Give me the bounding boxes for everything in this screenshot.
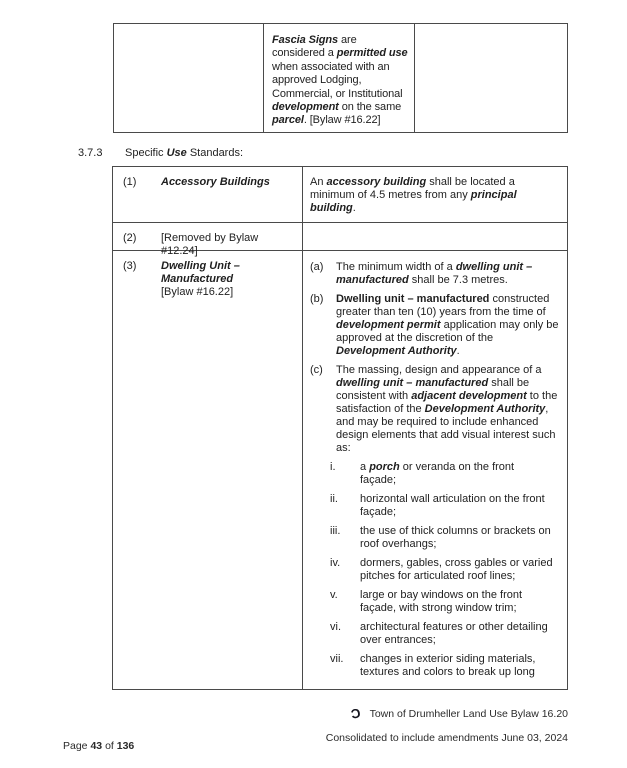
item-text: horizontal wall articulation on the front façade;	[360, 493, 545, 518]
footer-page-number	[63, 740, 134, 752]
section-heading	[78, 146, 243, 160]
row-body-cell	[303, 223, 567, 250]
item-marker: (b)	[310, 293, 324, 305]
table-cell-empty-right	[415, 24, 567, 132]
section-number: 3.7.3	[78, 147, 103, 159]
item-text: the use of thick columns or brackets on roof overhangs;	[360, 525, 551, 550]
drumheller-logo-icon: Ɔ	[349, 705, 362, 722]
item-text: a porch or veranda on the front façade;	[360, 461, 515, 486]
list-item-vi	[330, 621, 559, 647]
row-label-title: Dwelling Unit – Manufactured	[161, 260, 240, 285]
footer-doc-title: Town of Drumheller Land Use Bylaw 16.20	[369, 707, 568, 720]
footer-of-word: of	[105, 740, 114, 752]
row-body-text: An accessory building shall be located a minimum of 4.5 metres from any principal building.	[310, 176, 517, 214]
item-text: The massing, design and appearance of a dwelling unit – manufactured shall be consistent with adjacent development to the satisfaction of the Development Authority, and may be required to include enhanced design elements that add visual interest such as:	[336, 364, 558, 454]
table-row-accessory-buildings	[113, 167, 567, 223]
row-number: (3)	[123, 260, 137, 272]
row-label-cell	[113, 251, 303, 689]
item-text: The minimum width of a dwelling unit – manufactured shall be 7.3 metres.	[336, 261, 533, 286]
lettered-item-list	[310, 260, 559, 679]
item-text: large or bay windows on the front façade, with strong window trim;	[360, 589, 523, 614]
item-marker: ii.	[330, 493, 338, 505]
list-item-c	[310, 364, 559, 455]
footer-consolidation-note: Consolidated to include amendments June 03, 2024	[325, 732, 568, 744]
item-marker: (a)	[310, 261, 324, 273]
item-marker: vi.	[330, 621, 341, 633]
section-title: Specific Use Standards:	[125, 147, 244, 159]
fascia-signs-cell	[264, 24, 415, 132]
specific-use-standards-table	[112, 166, 568, 690]
row-label-bylaw-note: [Bylaw #16.22]	[161, 286, 234, 298]
row-label: Accessory Buildings	[161, 176, 270, 188]
list-item-vii	[330, 653, 559, 679]
row-label	[161, 260, 296, 299]
row-number: (2)	[123, 232, 137, 244]
row-number: (1)	[123, 176, 137, 188]
list-item-ii	[330, 493, 559, 519]
item-text: dormers, gables, cross gables or varied pitches for articulated roof lines;	[360, 557, 553, 582]
list-item-i	[330, 461, 559, 487]
row-body-cell	[303, 167, 567, 222]
list-item-v	[330, 589, 559, 615]
list-item-a	[310, 261, 559, 287]
table-row-dwelling-unit-manufactured	[113, 251, 567, 689]
row-label: [Removed by Bylaw #12.24]	[161, 232, 259, 257]
item-marker: (c)	[310, 364, 323, 376]
item-marker: vii.	[330, 653, 344, 665]
roman-item-list	[330, 461, 559, 679]
footer-brand	[351, 707, 568, 720]
item-marker: iv.	[330, 557, 341, 569]
item-text: architectural features or other detailing over entrances;	[360, 621, 548, 646]
footer-page-total: 136	[116, 740, 135, 752]
item-marker: v.	[330, 589, 338, 601]
table-cell-empty-left	[114, 24, 264, 132]
row-label-cell	[113, 223, 303, 257]
list-item-iv	[330, 557, 559, 583]
row-label-cell	[113, 167, 303, 222]
footer-page-current: 43	[90, 740, 103, 752]
footer-page-word: Page	[63, 740, 88, 752]
table-row-removed	[113, 223, 567, 257]
row-body-cell	[303, 251, 567, 689]
fascia-signs-text: Fascia Signs are considered a permitted use when associated with an approved Lodging, Commercial, or Institutional development on the same parcel. [Bylaw #16.22]	[272, 34, 408, 127]
list-item-iii	[330, 525, 559, 551]
item-text: Dwelling unit – manufactured constructed greater than ten (10) years from the time of development permit application may only be approved at the discretion of the Development Authority.	[336, 293, 559, 357]
item-text: changes in exterior siding materials, textures and colors to break up long	[360, 653, 536, 678]
item-marker: i.	[330, 461, 336, 473]
sign-standards-table	[113, 23, 568, 133]
list-item-b	[310, 293, 559, 358]
item-marker: iii.	[330, 525, 341, 537]
